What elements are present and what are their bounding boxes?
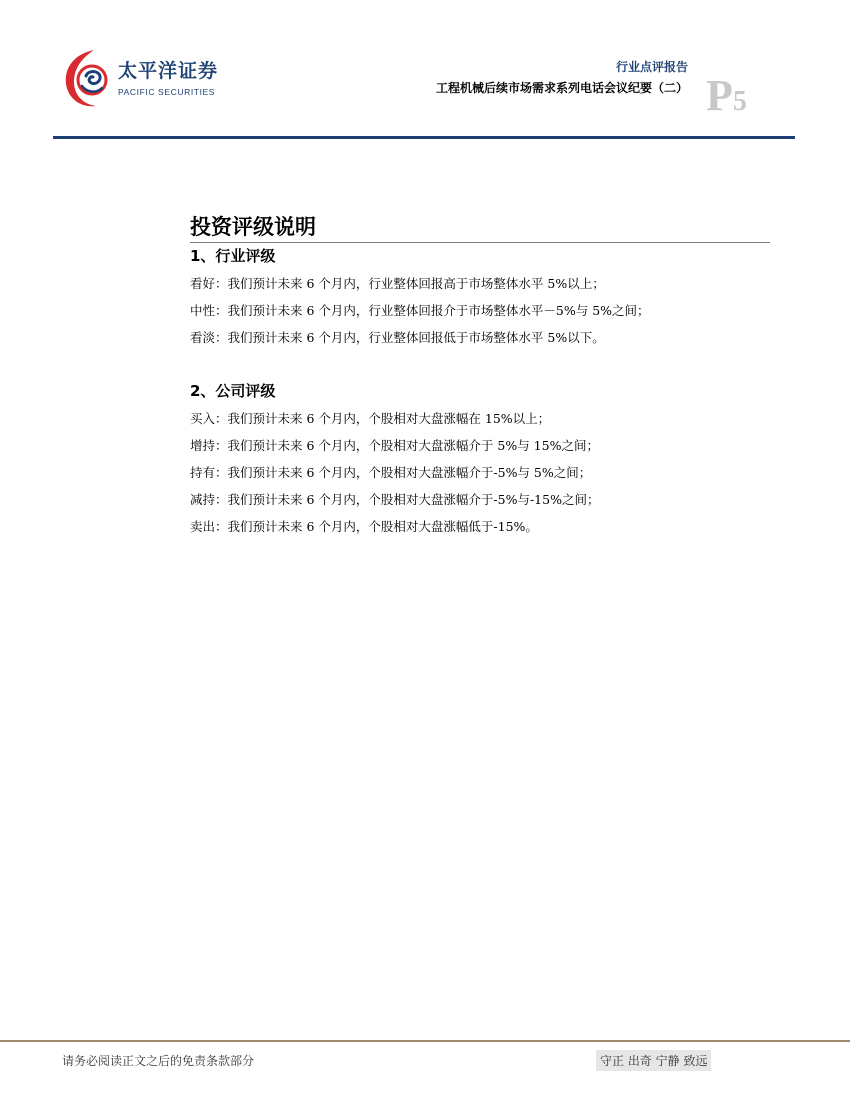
report-type: 行业点评报告 [615,60,688,74]
footer-disclaimer: 请务必阅读正文之后的免责条款部分 [62,1054,255,1068]
company-rating-item: 减持：我们预计未来 6 个月内，个股相对大盘涨幅介于-5%与-15%之间； [190,492,600,507]
section-title: 投资评级说明 [190,212,770,243]
industry-rating-heading: 1、行业评级 [190,247,276,265]
industry-rating-item: 看好：我们预计未来 6 个月内，行业整体回报高于市场整体水平 5%以上； [190,276,605,291]
logo-name-cn: 太平洋证券 [118,60,219,82]
report-title: 工程机械后续市场需求系列电话会议纪要（二） [435,81,688,95]
page-letter: P [706,71,733,120]
industry-rating-list [190,270,770,351]
company-rating-list [190,405,770,540]
pacific-securities-logo-icon [60,46,114,110]
footer-divider [0,1040,850,1042]
company-rating-item: 持有：我们预计未来 6 个月内，个股相对大盘涨幅介于-5%与 5%之间； [190,465,592,480]
company-rating-item: 买入：我们预计未来 6 个月内，个股相对大盘涨幅在 15%以上； [190,411,551,426]
rating-explanation-section [190,212,770,540]
page-number: 5 [732,86,747,117]
company-rating-heading: 2、公司评级 [190,382,276,400]
company-rating-item: 增持：我们预计未来 6 个月内，个股相对大盘涨幅介于 5%与 15%之间； [190,438,599,453]
page-number-mark [706,70,747,121]
footer-motto: 守正 出奇 宁静 致远 [596,1050,711,1071]
company-rating-item: 卖出：我们预计未来 6 个月内，个股相对大盘涨幅低于-15%。 [190,519,538,534]
industry-rating-item: 中性：我们预计未来 6 个月内，行业整体回报介于市场整体水平－5%与 5%之间； [190,303,650,318]
page-header [0,0,850,140]
industry-rating-item: 看淡：我们预计未来 6 个月内，行业整体回报低于市场整体水平 5%以下。 [190,330,605,345]
header-divider [53,136,795,139]
logo-name-en: PACIFIC SECURITIES [118,87,216,97]
company-logo [60,46,260,110]
